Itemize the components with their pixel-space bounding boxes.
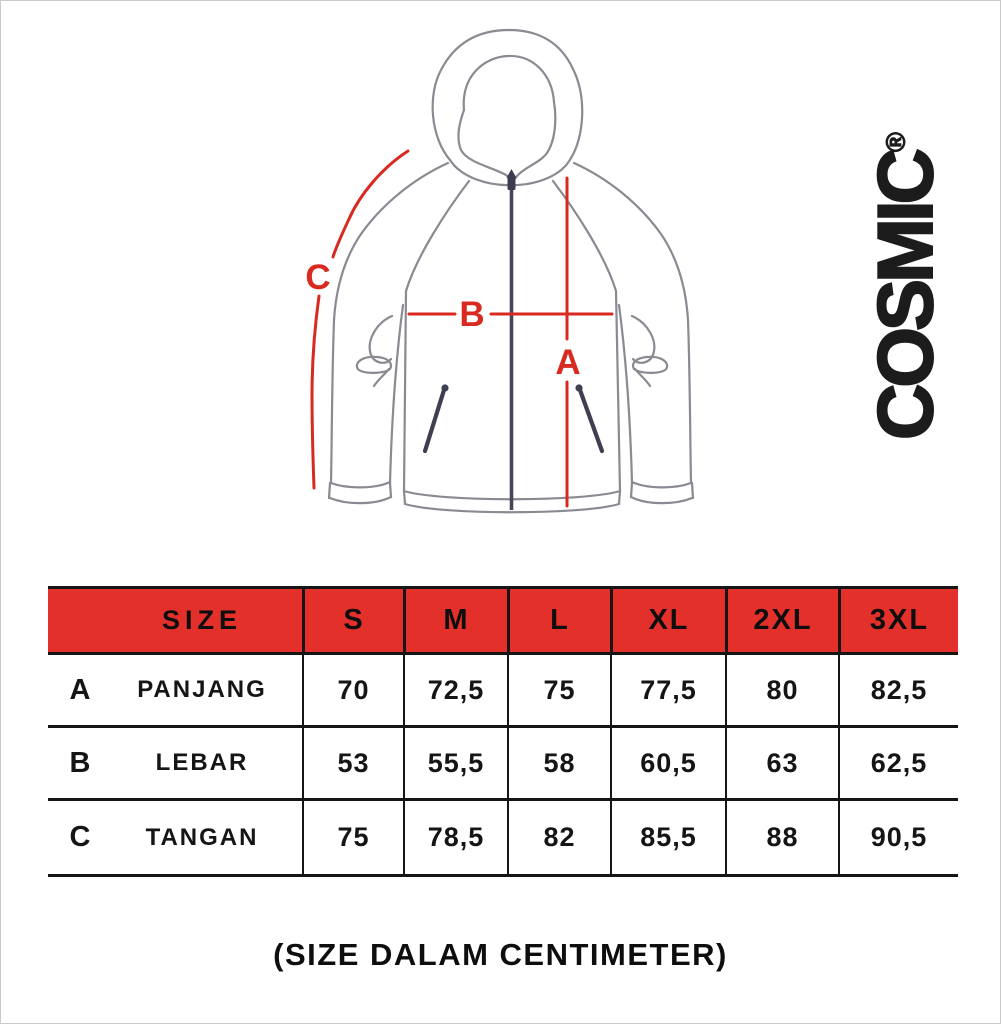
- table-cell: 63: [725, 728, 838, 801]
- col-header-2xl: 2XL: [725, 589, 838, 655]
- table-cell: 82: [507, 801, 610, 874]
- col-header-s: S: [302, 589, 403, 655]
- table-header-size: [48, 589, 302, 655]
- measure-label-a: A: [555, 343, 581, 382]
- table-cell: 58: [507, 728, 610, 801]
- units-caption: (SIZE DALAM CENTIMETER): [273, 937, 728, 972]
- col-header-l: L: [507, 589, 610, 655]
- row-b-label: [48, 728, 302, 801]
- table-cell: 77,5: [610, 655, 725, 728]
- zipper: [507, 169, 517, 510]
- measure-label-c: C: [305, 258, 331, 297]
- measure-label-b: B: [459, 295, 485, 334]
- table-cell: 82,5: [838, 655, 958, 728]
- row-b-name: LEBAR: [155, 749, 249, 776]
- row-c-label: [48, 801, 302, 874]
- size-table: [48, 586, 958, 877]
- table-cell: 75: [507, 655, 610, 728]
- table-cell: 55,5: [403, 728, 507, 801]
- row-c-name: TANGAN: [145, 823, 259, 851]
- table-cell: 75: [302, 801, 403, 874]
- brand-logo: [850, 110, 949, 440]
- measure-line-c: [312, 151, 408, 488]
- pocket-zippers: [425, 384, 602, 451]
- row-a-label: [48, 655, 302, 728]
- table-cell: 78,5: [403, 801, 507, 874]
- table-cell: 90,5: [838, 801, 958, 874]
- col-header-m: M: [403, 589, 507, 655]
- table-cell: 70: [302, 655, 403, 728]
- table-cell: 72,5: [403, 655, 507, 728]
- row-a-key: A: [69, 673, 91, 706]
- measurement-annotations: [305, 151, 612, 506]
- col-header-3xl: 3XL: [838, 589, 958, 655]
- row-a-name: PANJANG: [137, 676, 267, 703]
- row-b-key: B: [69, 746, 91, 779]
- col-header-xl: XL: [610, 589, 725, 655]
- table-cell: 62,5: [838, 728, 958, 801]
- registered-trademark-icon: ®: [881, 132, 911, 152]
- brand-name: COSMIC: [861, 152, 949, 440]
- table-cell: 80: [725, 655, 838, 728]
- size-header-label: SIZE: [161, 605, 242, 635]
- table-cell: 53: [302, 728, 403, 801]
- row-c-key: C: [69, 821, 91, 853]
- table-cell: 85,5: [610, 801, 725, 874]
- table-cell: 60,5: [610, 728, 725, 801]
- table-cell: 88: [725, 801, 838, 874]
